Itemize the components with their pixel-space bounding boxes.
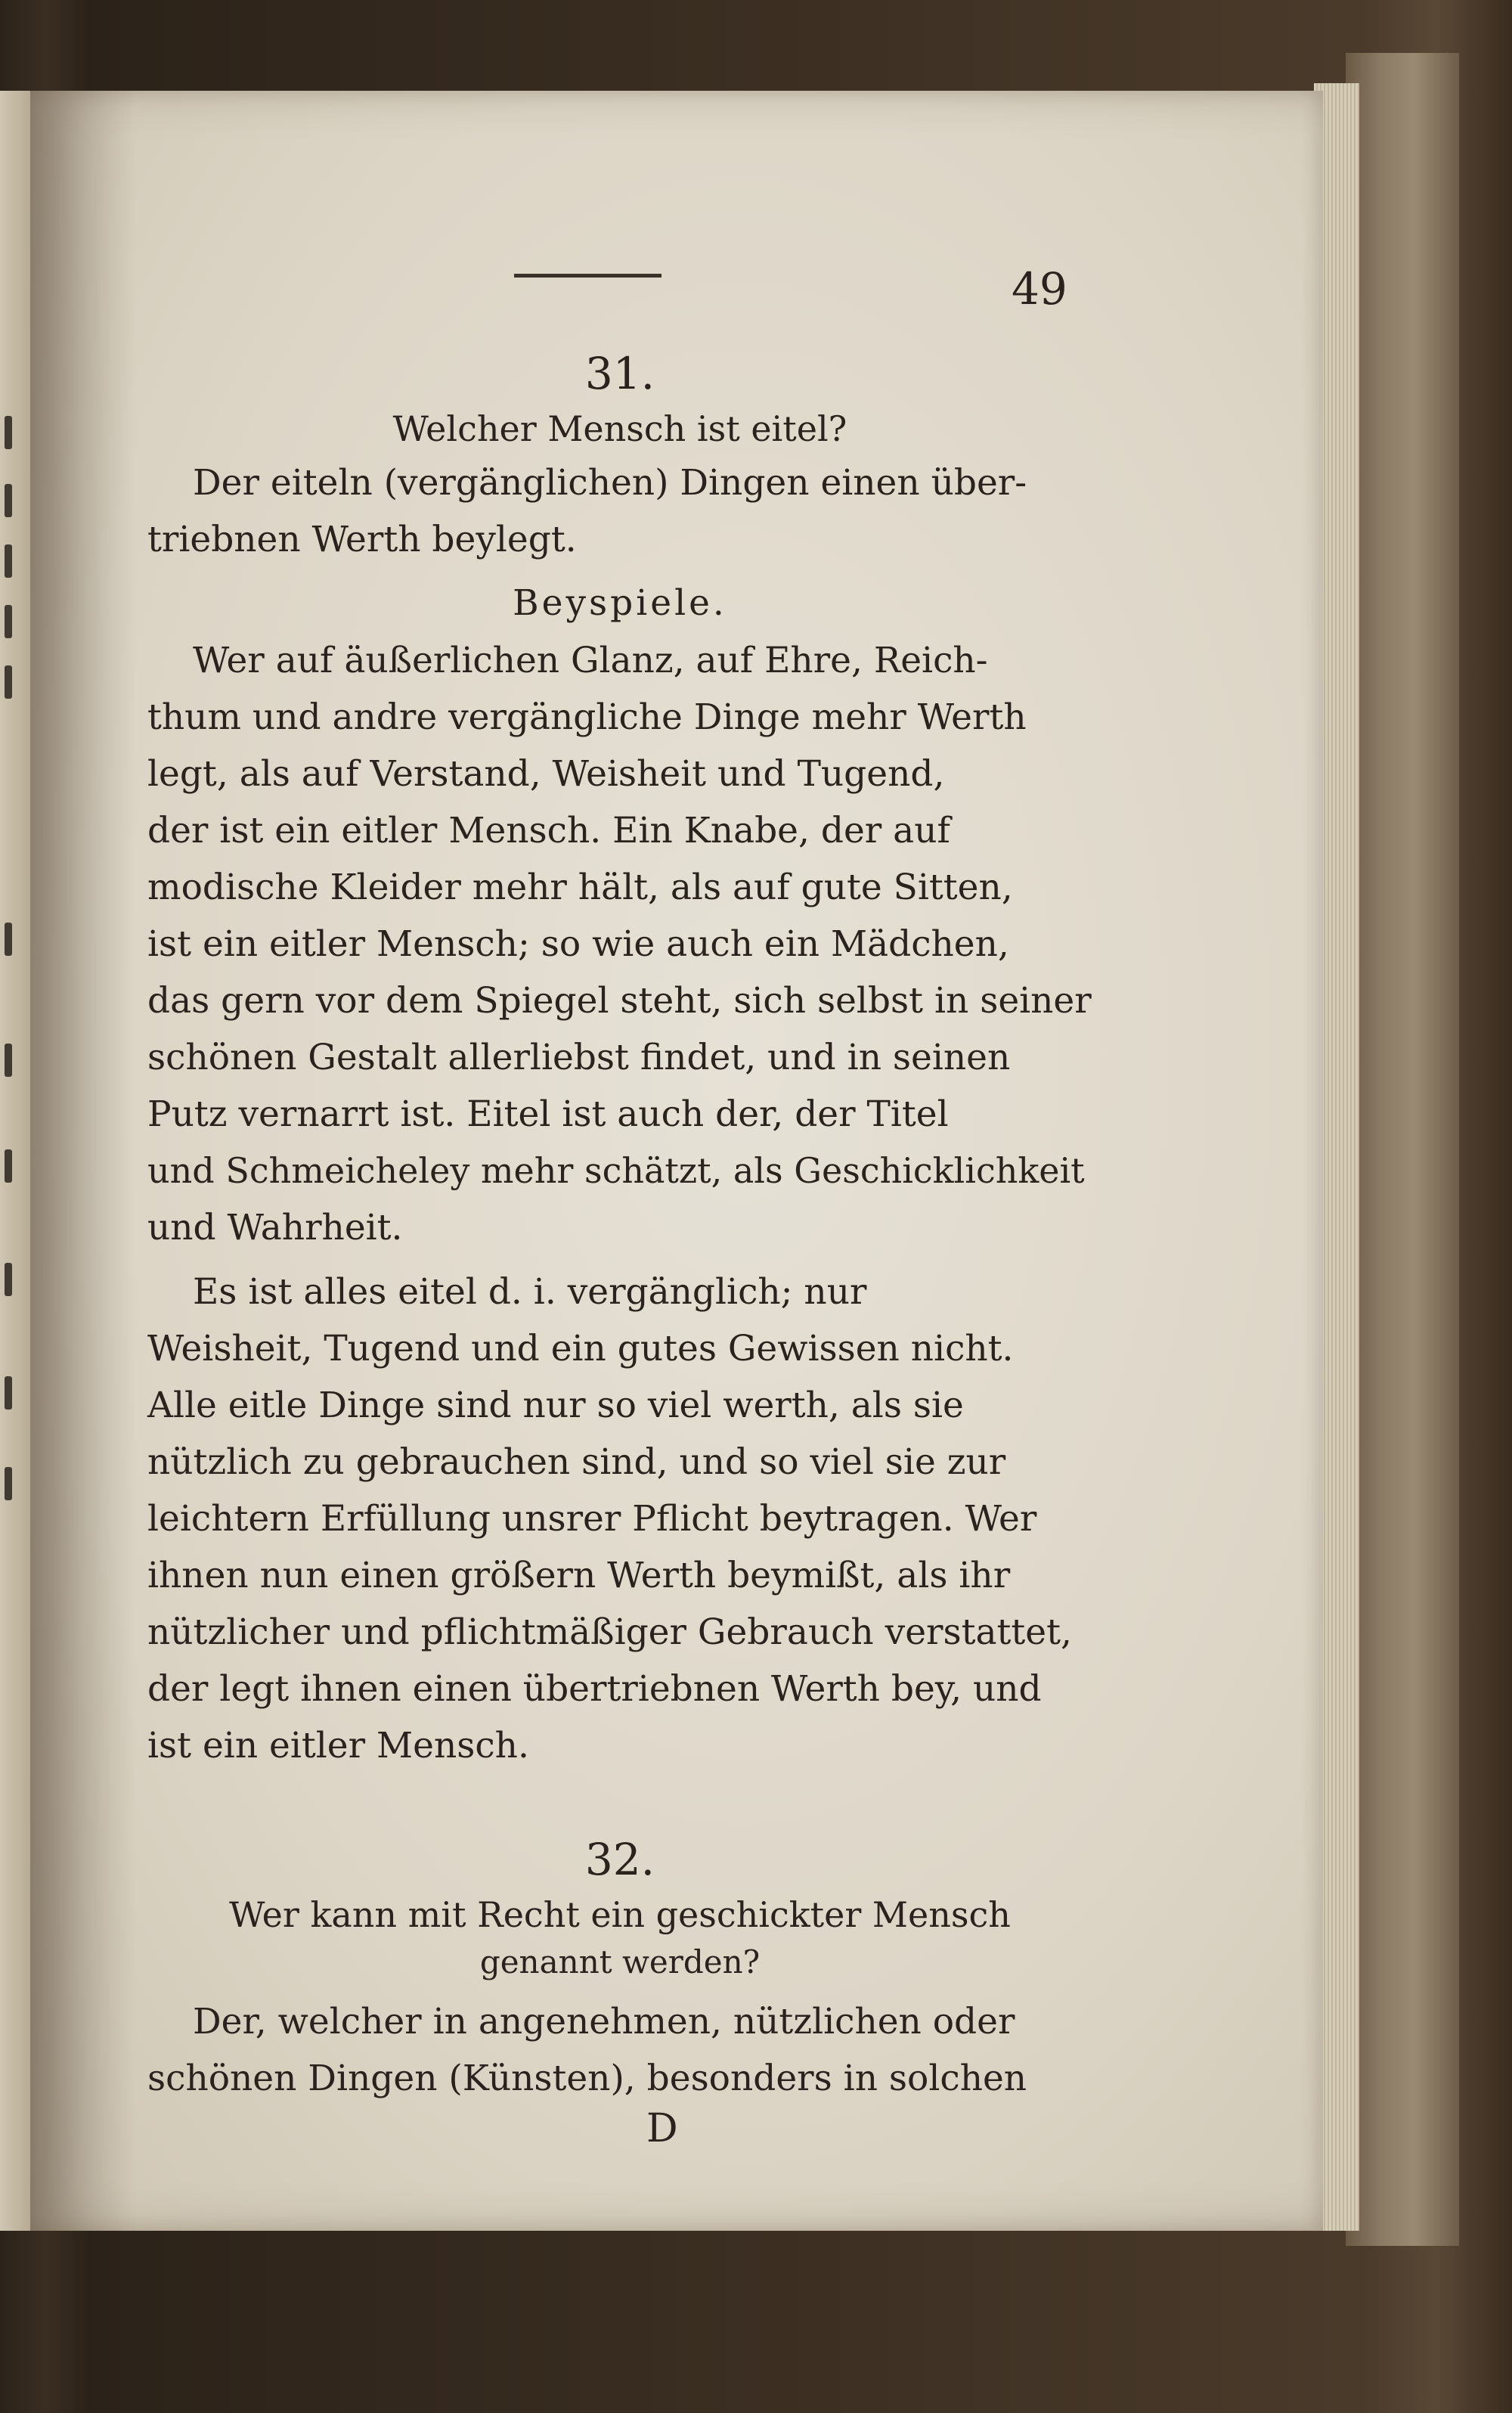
section-question: Welcher Mensch ist eitel? bbox=[392, 408, 847, 449]
left-page-marks bbox=[5, 91, 27, 2231]
catchword: D bbox=[646, 2106, 678, 2151]
ink-mark bbox=[5, 1376, 12, 1410]
paragraph-line: ihnen nun einen größern Werth beymißt, als ihr bbox=[147, 1555, 1011, 1596]
paragraph-line: der legt ihnen einen übertriebnen Werth bey, und bbox=[147, 1668, 1042, 1710]
ink-mark bbox=[5, 1467, 12, 1500]
ink-mark bbox=[5, 416, 12, 449]
example-line: legt, als auf Verstand, Weisheit und Tugend, bbox=[147, 753, 945, 795]
paragraph-line: Es ist alles eitel d. i. vergänglich; nur bbox=[193, 1271, 867, 1313]
header-rule bbox=[514, 274, 662, 278]
book-cover-edge bbox=[1346, 53, 1459, 2246]
page-number: 49 bbox=[1012, 263, 1067, 315]
paragraph-line: ist ein eitler Mensch. bbox=[147, 1725, 529, 1766]
example-line: schönen Gestalt allerliebst findet, und in seinen bbox=[147, 1037, 1011, 1078]
section-number: 31. bbox=[584, 348, 655, 399]
ink-mark bbox=[5, 665, 12, 699]
example-line: Wer auf äußerlichen Glanz, auf Ehre, Reich- bbox=[193, 640, 988, 681]
example-line: ist ein eitler Mensch; so wie auch ein Mädchen, bbox=[147, 923, 1009, 965]
ink-mark bbox=[5, 923, 12, 956]
spine-shadow bbox=[30, 91, 136, 2231]
section-question-cont: genannt werden? bbox=[479, 1943, 761, 1980]
answer-line: Der eiteln (vergänglichen) Dingen einen über- bbox=[193, 462, 1027, 504]
example-line: thum und andre vergängliche Dinge mehr Werth bbox=[147, 696, 1027, 738]
example-line: modische Kleider mehr hält, als auf gute Sitten, bbox=[147, 867, 1013, 908]
paragraph-line: nützlicher und pflichtmäßiger Gebrauch verstattet, bbox=[147, 1611, 1072, 1653]
example-line: das gern vor dem Spiegel steht, sich selbst in seiner bbox=[147, 980, 1092, 1022]
paragraph-line: Alle eitle Dinge sind nur so viel werth, als sie bbox=[147, 1385, 964, 1426]
answer-line: triebnen Werth beylegt. bbox=[147, 519, 577, 560]
paragraph-line: nützlich zu gebrauchen sind, und so viel sie zur bbox=[147, 1441, 1006, 1483]
ink-mark bbox=[5, 1149, 12, 1183]
left-page-edge bbox=[0, 91, 30, 2231]
paragraph-line: leichtern Erfüllung unsrer Pflicht beytragen. Wer bbox=[147, 1498, 1037, 1540]
ink-mark bbox=[5, 1263, 12, 1296]
example-line: und Schmeicheley mehr schätzt, als Geschicklichkeit bbox=[147, 1150, 1085, 1191]
example-line: der ist ein eitler Mensch. Ein Knabe, der auf bbox=[147, 810, 950, 851]
paragraph-line: Weisheit, Tugend und ein gutes Gewissen nicht. bbox=[147, 1328, 1014, 1369]
example-line: und Wahrheit. bbox=[147, 1207, 403, 1248]
ink-mark bbox=[5, 605, 12, 638]
example-line: Putz vernarrt ist. Eitel ist auch der, der Titel bbox=[147, 1093, 949, 1135]
ink-mark bbox=[5, 544, 12, 578]
answer-line: schönen Dingen (Künsten), besonders in solchen bbox=[147, 2058, 1027, 2099]
ink-mark bbox=[5, 484, 12, 517]
ink-mark bbox=[5, 1044, 12, 1077]
section-question: Wer kann mit Recht ein geschickter Mensch bbox=[229, 1894, 1011, 1935]
answer-line: Der, welcher in angenehmen, nützlichen oder bbox=[193, 2001, 1015, 2042]
section-number: 32. bbox=[584, 1834, 655, 1885]
examples-heading: Beyspiele. bbox=[513, 582, 727, 624]
